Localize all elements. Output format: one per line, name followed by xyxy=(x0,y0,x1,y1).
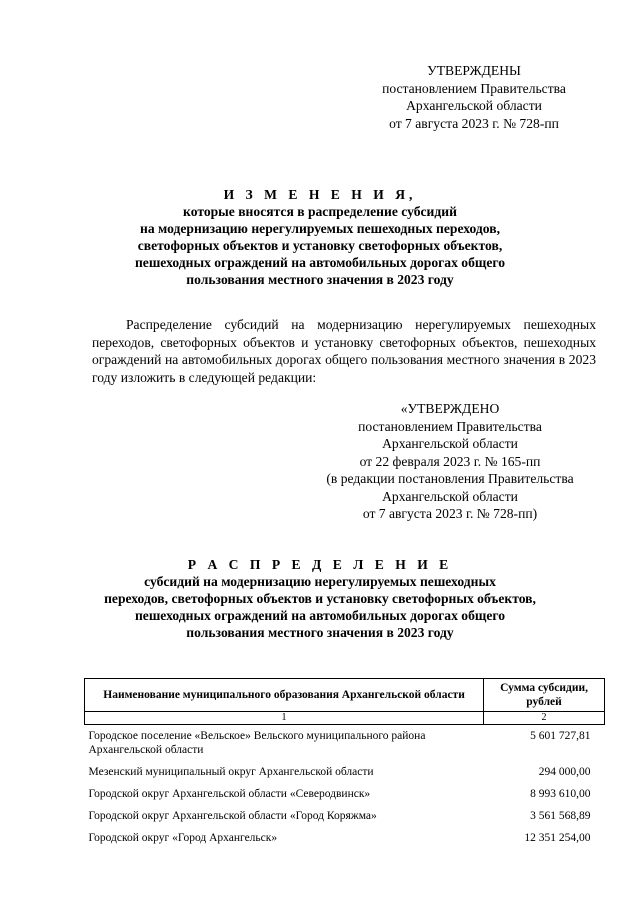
changes-subtitle-line: на модернизацию нерегулируемых пешеходных переходов, xyxy=(139,221,501,236)
municipality-name: Городской округ «Город Архангельск» xyxy=(88,832,278,844)
approval-line: Архангельской области xyxy=(382,436,518,451)
changes-subtitle-line: которые вносятся в распределение субсидий xyxy=(183,204,457,219)
table-row xyxy=(85,805,605,827)
distribution-subtitle-line: переходов, светофорных объектов и установку светофорных объектов, xyxy=(104,591,536,606)
municipality-name: Городское поселение «Вельское» Вельского муниципального района Архангельской области xyxy=(88,730,426,756)
approval-date: от 7 августа 2023 г. № 728-пп xyxy=(389,115,559,131)
subsidy-amount: 12 351 254,00 xyxy=(524,832,591,844)
subsidy-amount: 294 000,00 xyxy=(538,766,591,778)
approval-line: от 22 февраля 2023 г. № 165-пп xyxy=(359,453,541,469)
municipality-name: Мезенский муниципальный округ Архангельской области xyxy=(88,766,374,778)
approval-line: постановлением Правительства xyxy=(382,80,566,96)
approval-title: УТВЕРЖДЕНЫ xyxy=(427,63,521,78)
distribution-subtitle-line: субсидий на модернизацию нерегулируемых пешеходных xyxy=(144,574,496,589)
table-row xyxy=(85,783,605,805)
approval-stamp-new-edition xyxy=(300,400,600,523)
intro-text: Распределение субсидий на модернизацию нерегулируемых пешеходных переходов, светофорных объектов и установку светофорных объектов, пешеходных ограждений на автомобильных дорогах общего пользования местного значения в 2023 году изложить в следующей редакции: xyxy=(92,317,596,385)
column-number: 1 xyxy=(85,712,484,725)
table-row xyxy=(85,761,605,783)
municipality-name: Городской округ Архангельской области «Северодвинск» xyxy=(88,788,371,800)
changes-title xyxy=(40,186,600,288)
distribution-subtitle-line: пользования местного значения в 2023 году xyxy=(186,625,454,640)
subsidy-amount: 5 601 727,81 xyxy=(530,730,591,742)
column-number: 2 xyxy=(484,712,605,725)
table-numbering-row xyxy=(85,712,605,725)
approval-line: Архангельской области xyxy=(406,98,542,113)
approval-line: Архангельской области xyxy=(382,488,518,504)
distribution-subtitle-line: пешеходных ограждений на автомобильных дорогах общего xyxy=(134,608,506,623)
table-row xyxy=(85,725,605,762)
distribution-heading: Р А С П Р Е Д Е Л Е Н И Е xyxy=(187,557,453,572)
approval-line: постановлением Правительства xyxy=(358,418,542,434)
approval-line: (в редакции постановления Правительства xyxy=(326,471,574,486)
changes-subtitle-line: пешеходных ограждений на автомобильных дорогах общего xyxy=(134,255,506,270)
table-header-row xyxy=(85,679,605,712)
subsidy-table xyxy=(84,678,605,849)
municipality-name: Городской округ Архангельской области «Город Коряжма» xyxy=(88,810,377,822)
approval-stamp xyxy=(360,62,588,132)
table-row xyxy=(85,827,605,849)
column-header-sum: Сумма субсидии, рублей xyxy=(484,679,605,712)
subsidy-amount: 8 993 610,00 xyxy=(530,788,591,800)
changes-subtitle-line: пользования местного значения в 2023 году xyxy=(186,272,454,287)
column-header-name: Наименование муниципального образования Архангельской области xyxy=(85,679,484,712)
changes-heading: И З М Е Н Е Н И Я, xyxy=(223,187,417,202)
distribution-title xyxy=(40,556,600,641)
approval-line: от 7 августа 2023 г. № 728-пп) xyxy=(362,506,538,521)
subsidy-amount: 3 561 568,89 xyxy=(530,810,591,822)
changes-subtitle-line: светофорных объектов и установку светофорных объектов, xyxy=(137,238,503,253)
approval-line: «УТВЕРЖДЕНО xyxy=(400,401,500,416)
intro-paragraph xyxy=(92,316,596,386)
